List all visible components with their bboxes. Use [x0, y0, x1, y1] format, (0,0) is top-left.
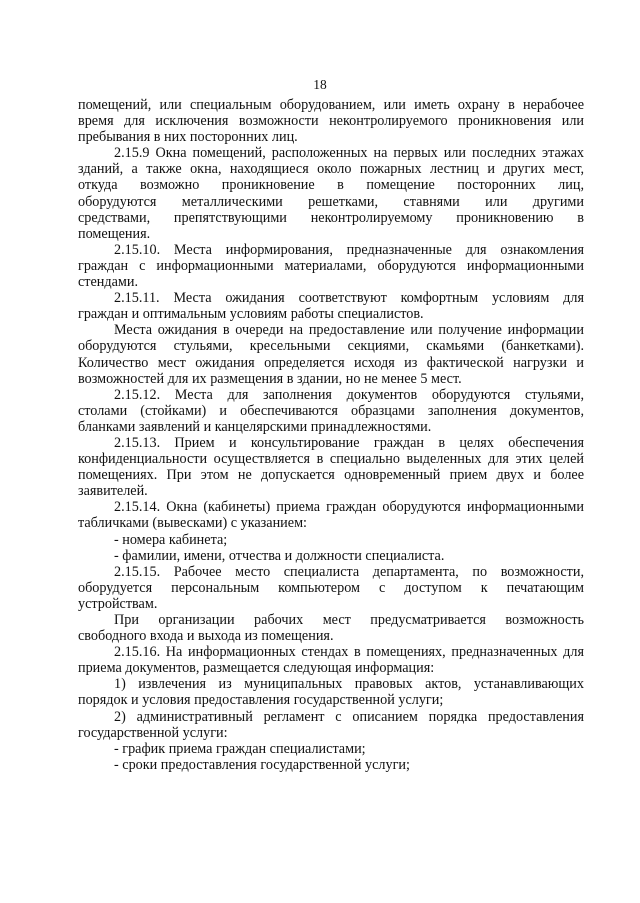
paragraph [78, 644, 584, 676]
paragraph [78, 612, 584, 644]
text-line: помещений, или специальным оборудованием, или иметь охрану в нерабочее [78, 97, 584, 113]
text-line: 2.15.12. Места для заполнения документов оборудуются стульями, [114, 386, 584, 403]
text-line: граждан и оптимальным условиям работы специалистов. [78, 306, 424, 323]
paragraph [78, 387, 584, 435]
document-body [78, 97, 584, 773]
text-line: - номера кабинета; [114, 531, 228, 548]
text-line: приема документов, размещается следующая информация: [78, 660, 435, 677]
text-line: - фамилии, имени, отчества и должности специалиста. [114, 547, 445, 564]
text-line: время для исключения возможности неконтролируемого проникновения или [78, 113, 584, 130]
text-line: заявителей. [78, 483, 148, 500]
text-line: оборудуется персональным компьютером с доступом к печатающим [78, 579, 584, 596]
paragraph [78, 564, 584, 612]
text-line: пребывания в них посторонних лиц. [78, 129, 298, 146]
text-line: стендами. [78, 274, 139, 291]
text-line: 2.15.15. Рабочее место специалиста департамента, по возможности, [114, 563, 584, 580]
paragraph [78, 322, 584, 386]
text-line: 1) извлечения из муниципальных правовых актов, устанавливающих [114, 676, 584, 693]
text-line: граждан с информационными материалами, оборудуются информационными [78, 257, 584, 274]
paragraph [78, 242, 584, 290]
paragraph [78, 145, 584, 242]
paragraph [78, 97, 584, 145]
paragraph [78, 532, 584, 548]
text-line: 2.15.10. Места информирования, предназначенные для ознакомления [114, 241, 584, 258]
paragraph [78, 290, 584, 322]
paragraph [78, 741, 584, 757]
text-line: - сроки предоставления государственной услуги; [114, 756, 410, 773]
paragraph [78, 757, 584, 773]
text-line: - график приема граждан специалистами; [114, 740, 366, 757]
paragraph [78, 548, 584, 564]
paragraph [78, 435, 584, 499]
page-number: 18 [313, 77, 327, 92]
text-line: устройствам. [78, 595, 158, 612]
text-line: государственной услуги: [78, 724, 228, 741]
text-line: зданий, а также окна, находящиеся около пожарных лестниц и других мест, [78, 161, 584, 178]
text-line: 2.15.9 Окна помещений, расположенных на первых или последних этажах [114, 145, 584, 162]
text-line: 2) административный регламент с описанием порядка предоставления [114, 708, 584, 725]
text-line: При организации рабочих мест предусматривается возможность [114, 612, 584, 628]
text-line: средствами, препятствующими неконтролируемому проникновению в [78, 209, 584, 226]
text-line: откуда возможно проникновение в помещение посторонних лиц, [78, 177, 584, 194]
text-line: порядок и условия предоставления государственной услуги; [78, 692, 444, 709]
text-line: 2.15.16. На информационных стендах в помещениях, предназначенных для [114, 644, 584, 661]
text-line: табличками (вывесками) с указанием: [78, 515, 307, 532]
text-line: возможностей для их размещения в здании, но не менее 5 мест. [78, 370, 462, 387]
text-line: конфиденциальности осуществляется в специально выделенных для этих целей [78, 451, 584, 468]
text-line: 2.15.11. Места ожидания соответствуют комфортным условиям для [114, 290, 584, 307]
text-line: Места ожидания в очереди на предоставление или получение информации [114, 322, 584, 339]
text-line: бланками заявлений и канцелярскими принадлежностями. [78, 418, 432, 435]
text-line: 2.15.14. Окна (кабинеты) приема граждан оборудуются информационными [114, 499, 584, 516]
text-line: свободного входа и выхода из помещения. [78, 628, 334, 645]
paragraph [78, 676, 584, 708]
paragraph [78, 499, 584, 531]
text-line: 2.15.13. Прием и консультирование граждан в целях обеспечения [114, 434, 584, 451]
paragraph [78, 709, 584, 741]
text-line: столами (стойками) и обеспечиваются образцами заполнения документов, [78, 402, 584, 419]
text-line: помещениях. При этом не допускается одновременный прием двух и более [78, 467, 584, 484]
text-line: оборудуются стульями, кресельными секциями, скамьями (банкетками). [78, 338, 584, 355]
text-line: помещения. [78, 225, 151, 242]
text-line: оборудуются металлическими решетками, ставнями или другими [78, 193, 584, 210]
text-line: Количество мест ожидания определяется исходя из фактической нагрузки и [78, 354, 584, 371]
